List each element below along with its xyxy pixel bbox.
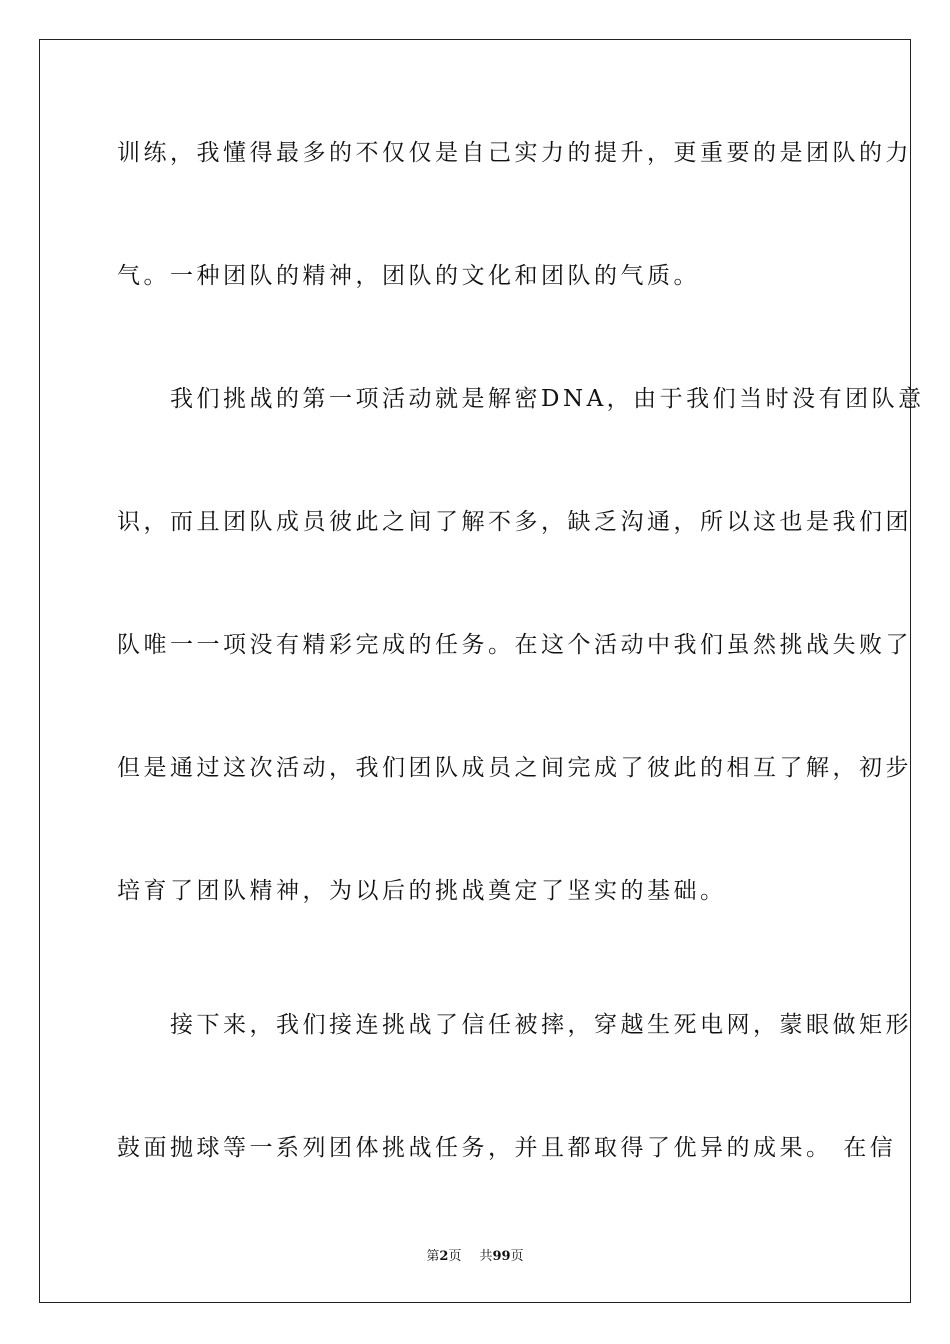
body-text-line: 我们挑战的第一项活动就是解密DNA，由于我们当时没有团队意 (117, 386, 925, 412)
page-footer (0, 1248, 950, 1266)
body-text-line: 接下来，我们接连挑战了信任被摔，穿越生死电网，蒙眼做矩形 (117, 1012, 912, 1038)
body-text-line: 气。一种团队的精神，团队的文化和团队的气质。 (117, 263, 700, 289)
page-border (39, 39, 925, 1303)
page-total-suffix: 页 (510, 1249, 524, 1264)
page-number-current: 2 (439, 1249, 449, 1264)
page-total-prefix: 共 (479, 1249, 493, 1264)
page-total-count: 99 (492, 1249, 511, 1264)
body-text-line: 但是通过这次活动，我们团队成员之间完成了彼此的相互了解，初步 (117, 755, 912, 781)
body-text-line: 鼓面抛球等一系列团体挑战任务，并且都取得了优异的成果。 在信 (117, 1135, 897, 1161)
body-text-line: 队唯一一项没有精彩完成的任务。在这个活动中我们虽然挑战失败了 (117, 632, 912, 658)
page-number-suffix: 页 (448, 1249, 462, 1264)
body-text-line: 识，而且团队成员彼此之间了解不多，缺乏沟通，所以这也是我们团 (117, 509, 912, 535)
body-text-line: 训练，我懂得最多的不仅仅是自己实力的提升，更重要的是团队的力 (117, 140, 912, 166)
body-text-line: 培育了团队精神，为以后的挑战奠定了坚实的基础。 (117, 878, 727, 904)
page-number-prefix: 第 (426, 1249, 440, 1264)
